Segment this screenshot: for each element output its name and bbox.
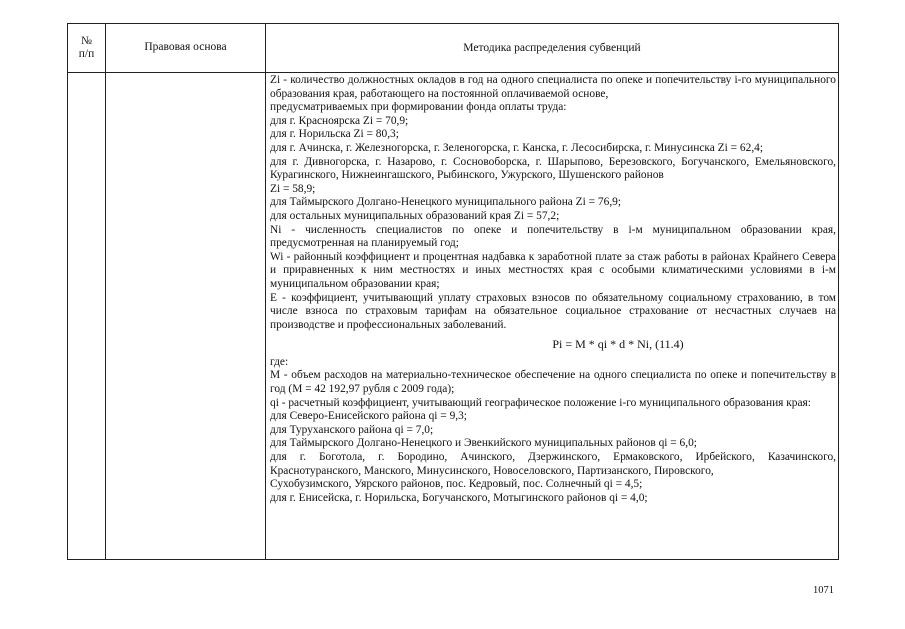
ni-definition: Ni - численность специалистов по опеке и попечительству в i-м муниципальном образовании края, предусмотренная на планируемый год; — [270, 223, 836, 250]
header-legal-basis-cell — [106, 24, 265, 72]
zi-taimyr: для Таймырского Долгано-Ненецкого муниципального района Zi = 76,9; — [270, 196, 622, 209]
methodology-table — [67, 23, 839, 560]
header-number-cell — [68, 24, 105, 72]
header-legal-basis: Правовая основа — [144, 41, 227, 53]
header-divider — [68, 72, 838, 73]
zi-others: для остальных муниципальных образований края Zi = 57,2; — [270, 209, 560, 222]
zi-definition: Zi - количество должностных окладов в год на одного специалиста по опеке и попечительству i-го муниципального образования края, работающего на постоянной оплачиваемой основе, — [270, 74, 836, 100]
zi-definition-cont: предусматриваемых при формировании фонда оплаты труда: — [270, 101, 567, 114]
qi-severo-yeniseysky: для Северо-Енисейского района qi = 9,3; — [270, 410, 467, 423]
header-method-cell — [266, 24, 838, 72]
zi-krasnoyarsk: для г. Красноярска Zi = 70,9; — [270, 114, 409, 127]
formula: Pi = M * qi * d * Ni, (11.4) — [552, 337, 684, 352]
column-divider — [265, 24, 266, 559]
column-divider — [105, 24, 106, 559]
where-label: где: — [270, 355, 289, 368]
header-method: Методика распределения субвенций — [463, 41, 641, 54]
page-number: 1071 — [813, 585, 834, 596]
zi-norilsk: для г. Норильска Zi = 80,3; — [270, 128, 399, 141]
qi-group-1: для г. Боготола, г. Бородино, Ачинского, Дзержинского, Ермаковского, Ирбейского, Казачинского, Краснотуранского, Манского, Минусинского, Новоселовского, Партизанского, Пировского, — [270, 451, 836, 477]
qi-definition: qi - расчетный коэффициент, учитывающий географическое положение i-го муниципального образования края: — [270, 396, 811, 409]
zi-group-2: для г. Дивногорска, г. Назарово, г. Сосновоборска, г. Шарыпово, Березовского, Богучанского, Емельяновского, Курагинского, Нижнеингашского, Рыбинского, Ужурского, Шушенского районов — [270, 155, 836, 182]
wi-definition: Wi - районный коэффициент и процентная надбавка к заработной плате за стаж работы в районах Крайнего Севера и приравненных к ним местностях и иных местностях края с особыми климатическими условиями в i-м муниципальном образовании края; — [270, 250, 836, 290]
header-number-sub: п/п — [78, 48, 95, 60]
header-number-sign: № — [81, 35, 92, 47]
qi-turukhansky: для Туруханского района qi = 7,0; — [270, 423, 434, 436]
qi-taimyr-evenki: для Таймырского Долгано-Ненецкого и Эвенкийского муниципальных районов qi = 6,0; — [270, 437, 697, 450]
zi-group-2-value: Zi = 58,9; — [270, 182, 316, 195]
e-definition: Е - коэффициент, учитывающий уплату страховых взносов по обязательному социальному страхованию, в том числе взноса по страховым тарифам на обязательное социальное страхование от несчастных случаев на производстве и профессиональных заболеваний. — [270, 291, 836, 331]
qi-group-2: для г. Енисейска, г. Норильска, Богучанского, Мотыгинского районов qi = 4,0; — [270, 491, 648, 504]
zi-group-1: для г. Ачинска, г. Железногорска, г. Зеленогорска, г. Канска, г. Лесосибирска, г. Минусинска Zi = 62,4; — [270, 141, 764, 154]
method-text — [270, 74, 836, 505]
qi-group-1-cont: Сухобузимского, Уярского районов, пос. Кедровый, пос. Солнечный qi = 4,5; — [270, 478, 643, 491]
m-definition: М - объем расходов на материально-техническое обеспечение на одного специалиста по опеке и попечительству в год (М = 42 192,97 рубля с 2009 года); — [270, 369, 836, 396]
